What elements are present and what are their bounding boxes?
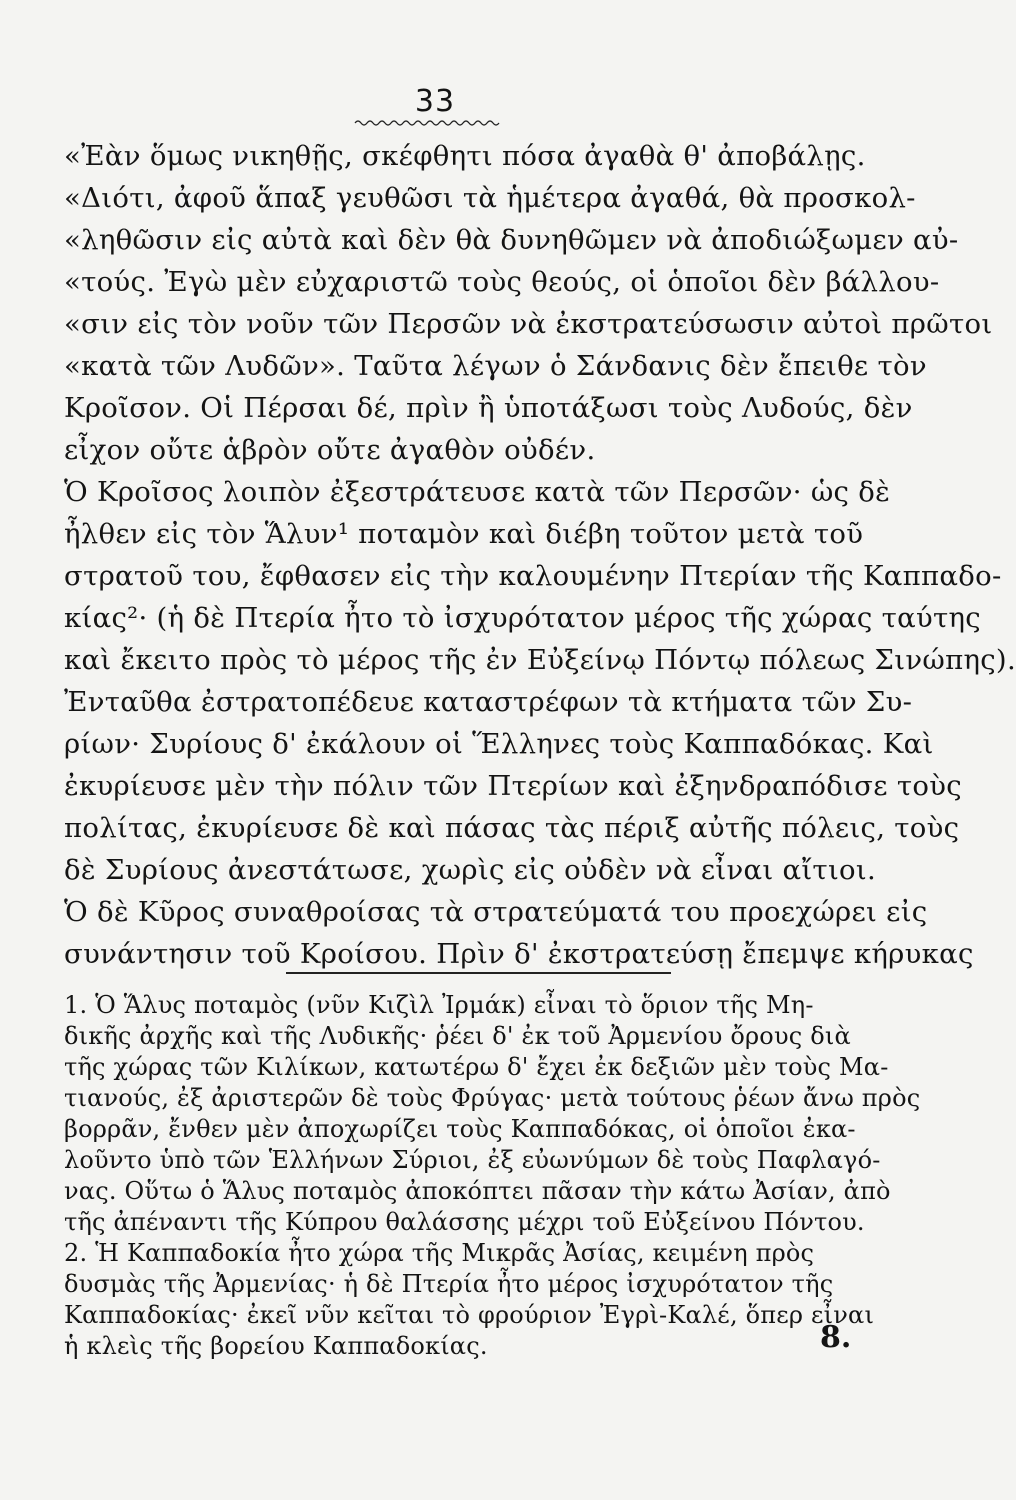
page-number: 33 [414, 84, 456, 119]
body-line: Ὁ Κροῖσος λοιπὸν ἐξεστράτευσε κατὰ τῶν Περσῶν· ὡς δὲ [64, 476, 891, 508]
body-line: «Ἐὰν ὅμως νικηθῇς, σκέφθητι πόσα ἀγαθὰ θ' ἀποβάλῃς. [64, 140, 866, 172]
body-line: στρατοῦ του, ἔφθασεν εἰς τὴν καλουμένην Πτερίαν τῆς Καππαδο- [64, 560, 1002, 592]
body-line: Ὁ δὲ Κῦρος συναθροίσας τὰ στρατεύματά του προεχώρει εἰς [64, 896, 928, 928]
footnote-line: βορρᾶν, ἔνθεν μὲν ἀποχωρίζει τοὺς Καππαδόκας, οἱ ὁποῖοι ἐκα- [64, 1115, 856, 1143]
footnote-line: δυσμὰς τῆς Ἀρμενίας· ἡ δὲ Πτερία ἦτο μέρος ἰσχυρότατον τῆς [64, 1270, 834, 1298]
body-line: δὲ Συρίους ἀνεστάτωσε, χωρὶς εἰς οὐδὲν νὰ εἶναι αἴτιοι. [64, 854, 877, 886]
body-line: «σιν εἰς τὸν νοῦν τῶν Περσῶν νὰ ἐκστρατεύσωσιν αὐτοὶ πρῶτοι [64, 308, 993, 340]
body-line: κίας²· (ἡ δὲ Πτερία ἦτο τὸ ἰσχυρότατον μέρος τῆς χώρας ταύτης [64, 602, 982, 634]
body-line: πολίτας, ἐκυρίευσε δὲ καὶ πάσας τὰς πέριξ αὐτῆς πόλεις, τοὺς [64, 812, 960, 844]
body-line: Κροῖσον. Οἱ Πέρσαι δέ, πρὶν ἢ ὑποτάξωσι τοὺς Λυδούς, δὲν [64, 392, 913, 424]
body-line: συνάντησιν τοῦ Κροίσου. Πρὶν δ' ἐκστρατεύσῃ ἔπεμψε κήρυκας [64, 938, 974, 970]
body-line: εἶχον οὔτε ἁβρὸν οὔτε ἀγαθὸν οὐδέν. [64, 434, 596, 466]
footnote-separator [286, 972, 671, 974]
footnote-line: δικῆς ἀρχῆς καὶ τῆς Λυδικῆς· ῥέει δ' ἐκ τοῦ Ἀρμενίου ὄρους διὰ [64, 1022, 851, 1050]
body-line: ρίων· Συρίους δ' ἐκάλουν οἱ Ἕλληνες τοὺς Καππαδόκας. Καὶ [64, 728, 934, 760]
footnote-line: 1. Ὁ Ἅλυς ποταμὸς (νῦν Κιζὶλ Ἰρμάκ) εἶναι τὸ ὅριον τῆς Μη- [64, 991, 814, 1019]
body-line: καὶ ἔκειτο πρὸς τὸ μέρος τῆς ἐν Εὐξείνῳ Πόντῳ πόλεως Σινώπης). [64, 644, 1016, 676]
body-line: «κατὰ τῶν Λυδῶν». Ταῦτα λέγων ὁ Σάνδανις δὲν ἔπειθε τὸν [64, 350, 927, 382]
footnote-line: Καππαδοκίας· ἐκεῖ νῦν κεῖται τὸ φρούριον Ἐγρὶ-Καλέ, ὅπερ εἶναι [64, 1301, 875, 1329]
footnote-line: λοῦντο ὑπὸ τῶν Ἑλλήνων Σύριοι, ἐξ εὐωνύμων δὲ τοὺς Παφλαγό- [64, 1146, 881, 1174]
body-line: «τούς. Ἐγὼ μὲν εὐχαριστῶ τοὺς θεούς, οἱ ὁποῖοι δὲν βάλλου- [64, 266, 940, 298]
footnote-line: νας. Οὕτω ὁ Ἅλυς ποταμὸς ἀποκόπτει πᾶσαν τὴν κάτω Ἀσίαν, ἀπὸ [64, 1177, 891, 1205]
body-line: «Διότι, ἀφοῦ ἅπαξ γευθῶσι τὰ ἡμέτερα ἀγαθά, θὰ προσκολ- [64, 182, 916, 214]
wavy-rule-ornament [355, 118, 500, 128]
body-line: Ἐνταῦθα ἐστρατοπέδευε καταστρέφων τὰ κτήματα τῶν Συ- [64, 686, 913, 718]
body-line: ἐκυρίευσε μὲν τὴν πόλιν τῶν Πτερίων καὶ ἐξηνδραπόδισε τοὺς [64, 770, 962, 802]
footnote-line: τῆς χώρας τῶν Κιλίκων, κατωτέρω δ' ἔχει ἐκ δεξιῶν μὲν τοὺς Μα- [64, 1053, 889, 1081]
body-line: «ληθῶσιν εἰς αὐτὰ καὶ δὲν θὰ δυνηθῶμεν νὰ ἀποδιώξωμεν αὐ- [64, 224, 959, 256]
signature-mark: 8. [820, 1320, 852, 1355]
footnote-line: τιανούς, ἐξ ἀριστερῶν δὲ τοὺς Φρύγας· μετὰ τούτους ῥέων ἄνω πρὸς [64, 1084, 921, 1112]
footnote-line: τῆς ἀπέναντι τῆς Κύπρου θαλάσσης μέχρι τοῦ Εὐξείνου Πόντου. [64, 1208, 865, 1236]
body-line: ἦλθεν εἰς τὸν Ἅλυν¹ ποταμὸν καὶ διέβη τοῦτον μετὰ τοῦ [64, 518, 864, 550]
footnote-line: 2. Ἡ Καππαδοκία ἦτο χώρα τῆς Μικρᾶς Ἀσίας, κειμένη πρὸς [64, 1239, 815, 1267]
footnote-line: ἡ κλεὶς τῆς βορείου Καππαδοκίας. [64, 1332, 488, 1360]
